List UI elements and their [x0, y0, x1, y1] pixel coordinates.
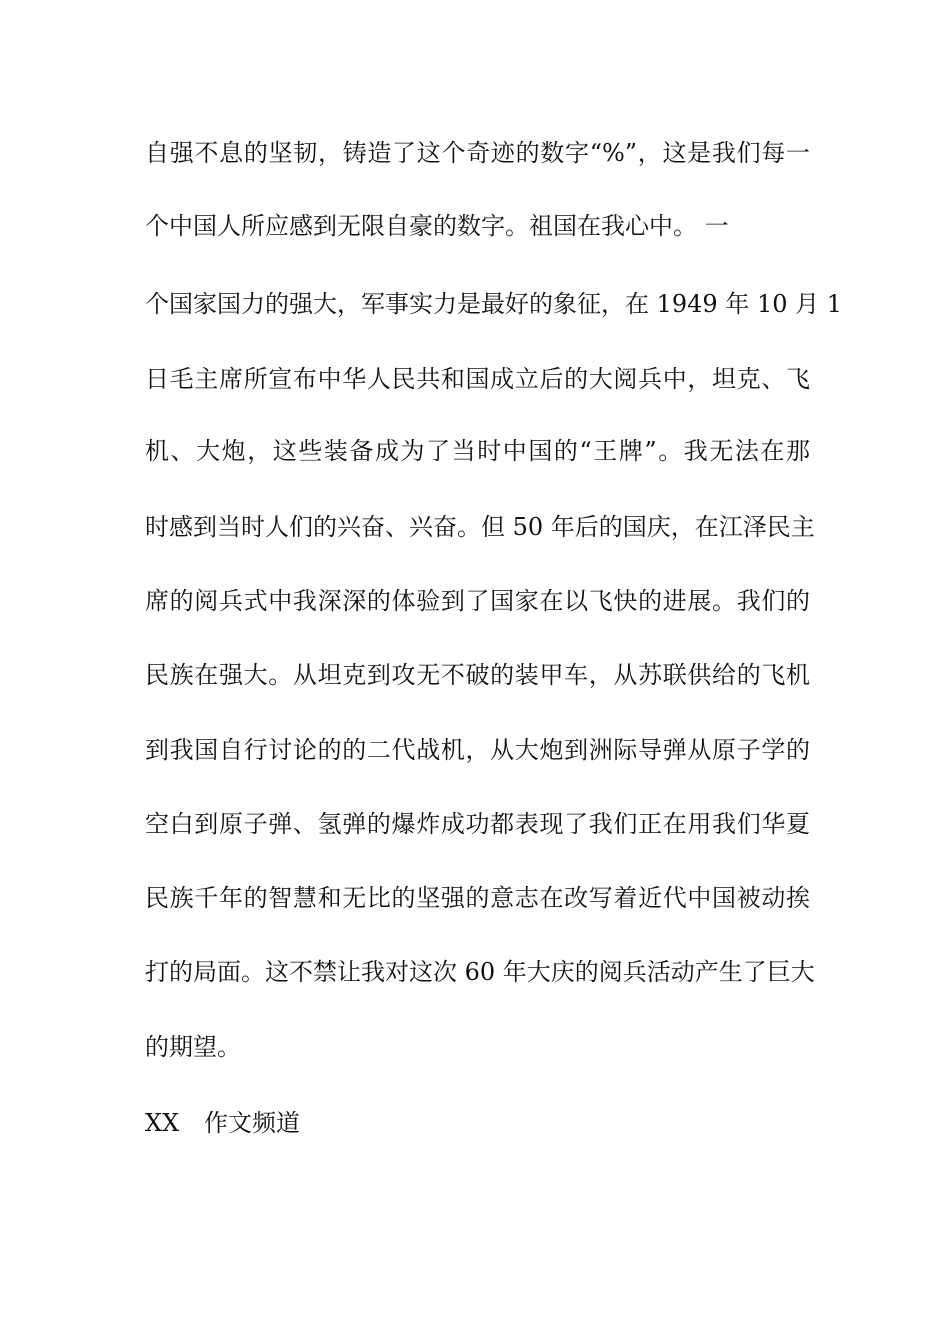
footer-channel: 作文频道 — [204, 1109, 300, 1137]
text-line-12: 打的局面。这不禁让我对这次 60 年大庆的阅兵活动产生了巨大 — [145, 958, 815, 986]
text-line-5: 机、大炮，这些装备成为了当时中国的“王牌”。我无法在那 — [145, 437, 810, 465]
text-line-7: 席的阅兵式中我深深的体验到了国家在以飞快的进展。我们的 — [145, 587, 810, 615]
text-line-9: 到我国自行讨论的的二代战机，从大炮到洲际导弹从原子学的 — [145, 736, 810, 764]
text-line-8: 民族在强大。从坦克到攻无不破的装甲车，从苏联供给的飞机 — [145, 661, 810, 689]
text-line-3: 个国家国力的强大，军事实力是最好的象征，在 1949 年 10 月 1 — [145, 290, 843, 318]
text-line-4: 日毛主席所宣布中华人民共和国成立后的大阅兵中，坦克、飞 — [145, 365, 810, 393]
text-line-13: 的期望。 — [145, 1033, 241, 1061]
text-line-10: 空白到原子弹、氢弹的爆炸成功都表现了我们正在用我们华夏 — [145, 810, 810, 838]
text-line-11: 民族千年的智慧和无比的坚强的意志在改写着近代中国被动挨 — [145, 884, 810, 912]
footer-code: XX — [145, 1109, 180, 1137]
text-line-2: 个中国人所应感到无限自豪的数字。祖国在我心中。 一 — [145, 212, 729, 240]
text-line-1: 自强不息的坚韧，铸造了这个奇迹的数字“%”，这是我们每一 — [145, 139, 810, 167]
text-line-6: 时感到当时人们的兴奋、兴奋。但 50 年后的国庆，在江泽民主 — [145, 513, 815, 541]
